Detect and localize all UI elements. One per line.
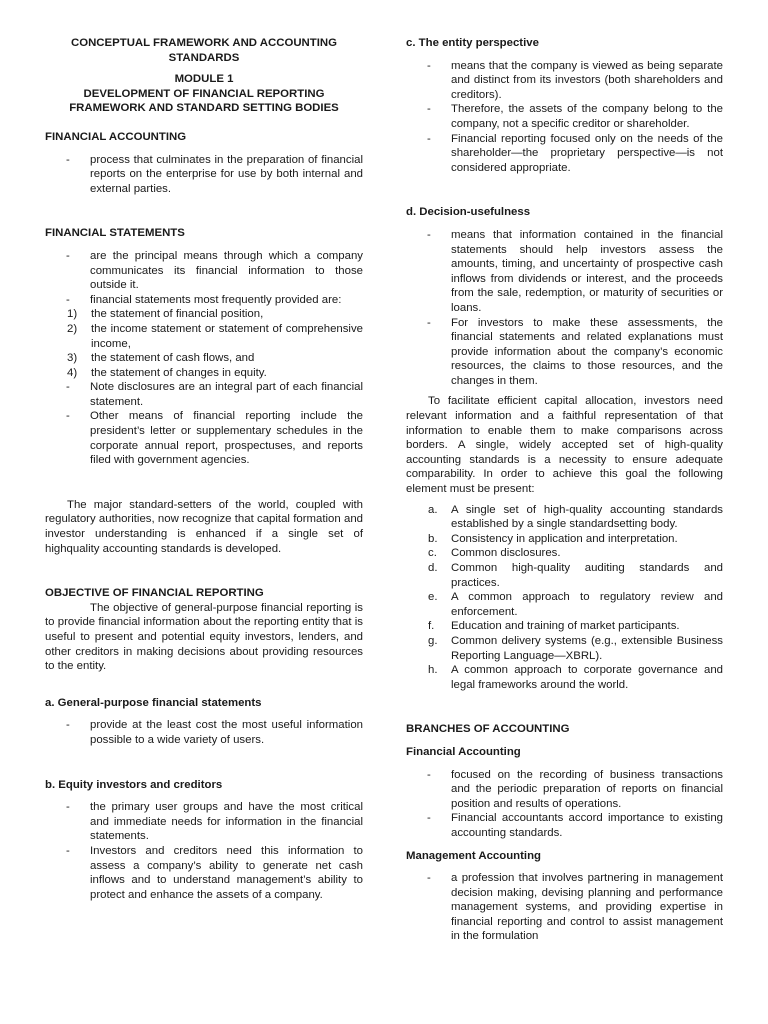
branch-management-accounting-list [406,871,723,944]
elements-list [406,503,723,693]
numbered-item [45,322,363,351]
item-text: the statement of financial position, [91,308,264,321]
list-item: - means that the company is viewed as being separate and distinct from its investors (both shareholders and creditors). [406,59,723,103]
list-item: - provide at the least cost the most useful information possible to a wide variety of users. [45,718,363,747]
list-item: - a profession that involves partnering in management decision making, devising planning and performance management systems, and providing expertise in financial reporting and control to assist management in the formulation [406,871,723,944]
list-item: - are the principal means through which a company communicates its financial information to those outside it. [45,249,363,293]
item-text: A common approach to corporate governance and legal frameworks around the world. [451,664,723,691]
item-letter: e. [428,591,438,604]
item-text: A single set of high-quality accounting standards established by a single standardsetting body. [451,503,723,531]
lettered-item [406,590,723,619]
item-number: 4) [67,366,78,379]
numbered-item [45,307,363,322]
branch-management-accounting-heading: Management Accounting [406,849,542,862]
item-letter: h. [428,664,438,677]
item-text: the statement of changes in equity. [91,366,267,379]
list-item: - means that information contained in the financial statements should help investors assess the amounts, timing, and uncertainty of prospective cash inflows from dividends or interest, and the proceeds from the sale, redemption, or maturity of securities or loans. [406,228,723,316]
item-text: A common approach to regulatory review and enforcement. [451,591,723,618]
lettered-item [406,619,723,634]
list-item: - Financial reporting focused only on the needs of the shareholder—the proprietary perspective—is not considered appropriate. [406,132,723,176]
module-subtitle-line1: DEVELOPMENT OF FINANCIAL REPORTING [83,87,325,100]
item-number: 2) [67,322,78,335]
item-letter: d. [428,562,438,574]
decision-usefulness-heading: d. Decision-usefulness [406,206,531,219]
item-text: Common high-quality auditing standards and practices. [451,562,723,589]
item-letter: b. [428,532,438,545]
branch-financial-accounting-list [406,768,723,841]
numbered-item [45,366,363,381]
item-letter: a. [428,503,438,516]
equity-investors-heading: b. Equity investors and creditors [45,778,223,791]
item-text: the statement of cash flows, and [91,352,255,365]
list-item: - For investors to make these assessments, the financial statements and related explanations must provide information about the company’s economic resources, the claims to those resources, and the changes in them. [406,316,723,389]
decision-usefulness-list [406,228,723,389]
list-item: - the primary user groups and have the most critical and immediate needs for information in the financial statements. [45,800,363,844]
branch-financial-accounting-heading: Financial Accounting [406,745,521,758]
lettered-item [406,503,723,532]
entity-perspective-list [406,59,723,176]
item-number: 3) [67,352,78,365]
list-item: - Other means of financial reporting include the president’s letter or supplementary schedules in the corporate annual report, prospectuses, and reports filed with government agencies. [45,409,363,467]
item-text: Common disclosures. [451,547,561,560]
objective-heading: OBJECTIVE OF FINANCIAL REPORTING [45,587,264,600]
item-text: Education and training of market participants. [451,620,680,633]
branches-heading: BRANCHES OF ACCOUNTING [406,723,570,736]
left-column [45,36,363,902]
module-label: MODULE 1 [174,73,234,86]
item-text: Common delivery systems (e.g., extensible Business Reporting Language—XBRL). [451,634,723,662]
list-item: - process that culminates in the preparation of financial reports on the enterprise for use by both internal and external parties. [45,153,363,197]
lettered-item [406,634,723,663]
financial-accounting-list [45,153,363,197]
right-column [406,36,723,944]
list-item-text: financial statements most frequently provided are: [90,293,342,306]
gp-statements-heading: a. General-purpose financial statements [45,696,262,709]
list-item [45,293,363,381]
entity-perspective-heading: c. The entity perspective [406,37,539,49]
financial-accounting-heading: FINANCIAL ACCOUNTING [45,130,187,143]
capital-allocation-paragraph: To facilitate efficient capital allocation, investors need relevant information and a faithful representation of that information to enable them to make comparisons across borders. A single, widely accepted set of high-quality accounting standards is a necessity to ensure adequate comparability. In order to achieve this goal the following element must be present: [406,395,723,496]
objective-paragraph: The objective of general-purpose financial reporting is to provide financial information about the reporting entity that is useful to present and potential equity investors, lenders, and other creditors in making decisions about providing resources to the entity. [45,601,363,673]
financial-statements-list [45,249,363,468]
item-letter: g. [428,634,438,647]
document-title-line2: STANDARDS [168,51,240,64]
item-letter: c. [428,547,437,560]
standard-setters-paragraph: The major standard-setters of the world, coupled with regulatory authorities, now recognize that capital formation and investor understanding is enhanced if a single set of highquality accounting standards is developed. [45,498,363,555]
module-subtitle-line2: FRAMEWORK AND STANDARD SETTING BODIES [69,102,339,115]
list-item: - Therefore, the assets of the company belong to the company, not a specific creditor or shareholder. [406,102,723,131]
item-number: 1) [67,308,78,321]
list-item: - focused on the recording of business transactions and the periodic preparation of reports on financial position and results of operations. [406,768,723,812]
lettered-item [406,663,723,692]
statements-numbered-list [45,307,363,380]
item-text: the income statement or statement of comprehensive income, [91,322,363,350]
lettered-item [406,532,723,547]
gp-statements-list [45,718,363,747]
item-text: Consistency in application and interpretation. [451,532,678,545]
item-letter: f. [428,620,435,633]
numbered-item [45,351,363,366]
lettered-item [406,561,723,590]
lettered-item [406,546,723,561]
equity-investors-list [45,800,363,902]
list-item: - Note disclosures are an integral part of each financial statement. [45,380,363,409]
document-title-line1: CONCEPTUAL FRAMEWORK AND ACCOUNTING [71,37,337,49]
list-item: - Financial accountants accord importance to existing accounting standards. [406,811,723,840]
list-item: - Investors and creditors need this information to assess a company’s ability to generate net cash inflows and to understand management’s ability to protect and enhance the assets of a company. [45,844,363,902]
financial-statements-heading: FINANCIAL STATEMENTS [45,227,185,240]
